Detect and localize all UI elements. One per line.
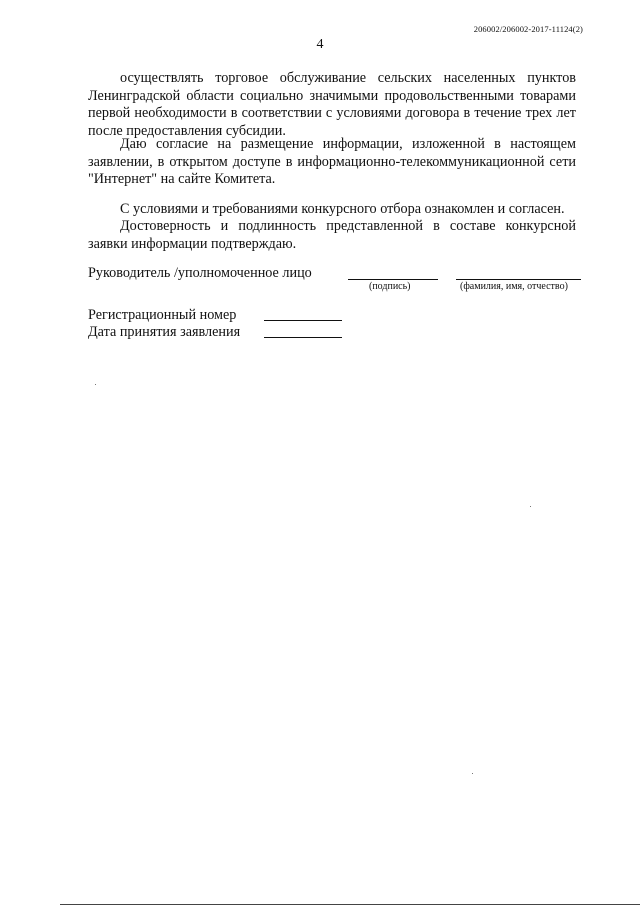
scan-speck [472, 773, 473, 774]
paragraph-authenticity-text: Достоверность и подлинность представленной в составе конкурсной заявки информации подтверждаю. [88, 218, 576, 252]
paragraph-obligation-text: осуществлять торговое обслуживание сельских населенных пунктов Ленинградской области социально значимыми продовольственными товарами первой необходимости в соответствии с условиями договора в течение трех лет после предоставления субсидии. [88, 70, 576, 139]
registration-number-line [264, 320, 342, 321]
acceptance-date-line [264, 337, 342, 338]
document-id: 206002/206002-2017-11124(2) [473, 24, 583, 34]
full-name-caption: (фамилия, имя, отчество) [460, 281, 568, 292]
signature-caption: (подпись) [369, 281, 411, 292]
page-number: 4 [316, 37, 324, 52]
paragraph-authenticity [88, 218, 576, 253]
signature-row [88, 265, 588, 305]
scan-speck [95, 384, 96, 385]
registration-number-label: Регистрационный номер [88, 307, 237, 323]
paragraph-terms-text: С условиями и требованиями конкурсного отбора ознакомлен и согласен. [120, 201, 565, 217]
scan-speck [530, 506, 531, 507]
paragraph-obligation [88, 70, 576, 140]
signature-line [348, 279, 438, 280]
signatory-label: Руководитель /уполномоченное лицо [88, 265, 312, 281]
paragraph-consent [88, 136, 576, 189]
paragraph-consent-text: Даю согласие на размещение информации, изложенной в настоящем заявлении, в открытом доступе в информационно-телекоммуникационной сети "Интернет" на сайте Комитета. [88, 136, 576, 188]
registration-block [88, 307, 388, 347]
acceptance-date-label: Дата принятия заявления [88, 324, 241, 340]
full-name-line [456, 279, 581, 280]
paragraph-terms [88, 201, 576, 219]
